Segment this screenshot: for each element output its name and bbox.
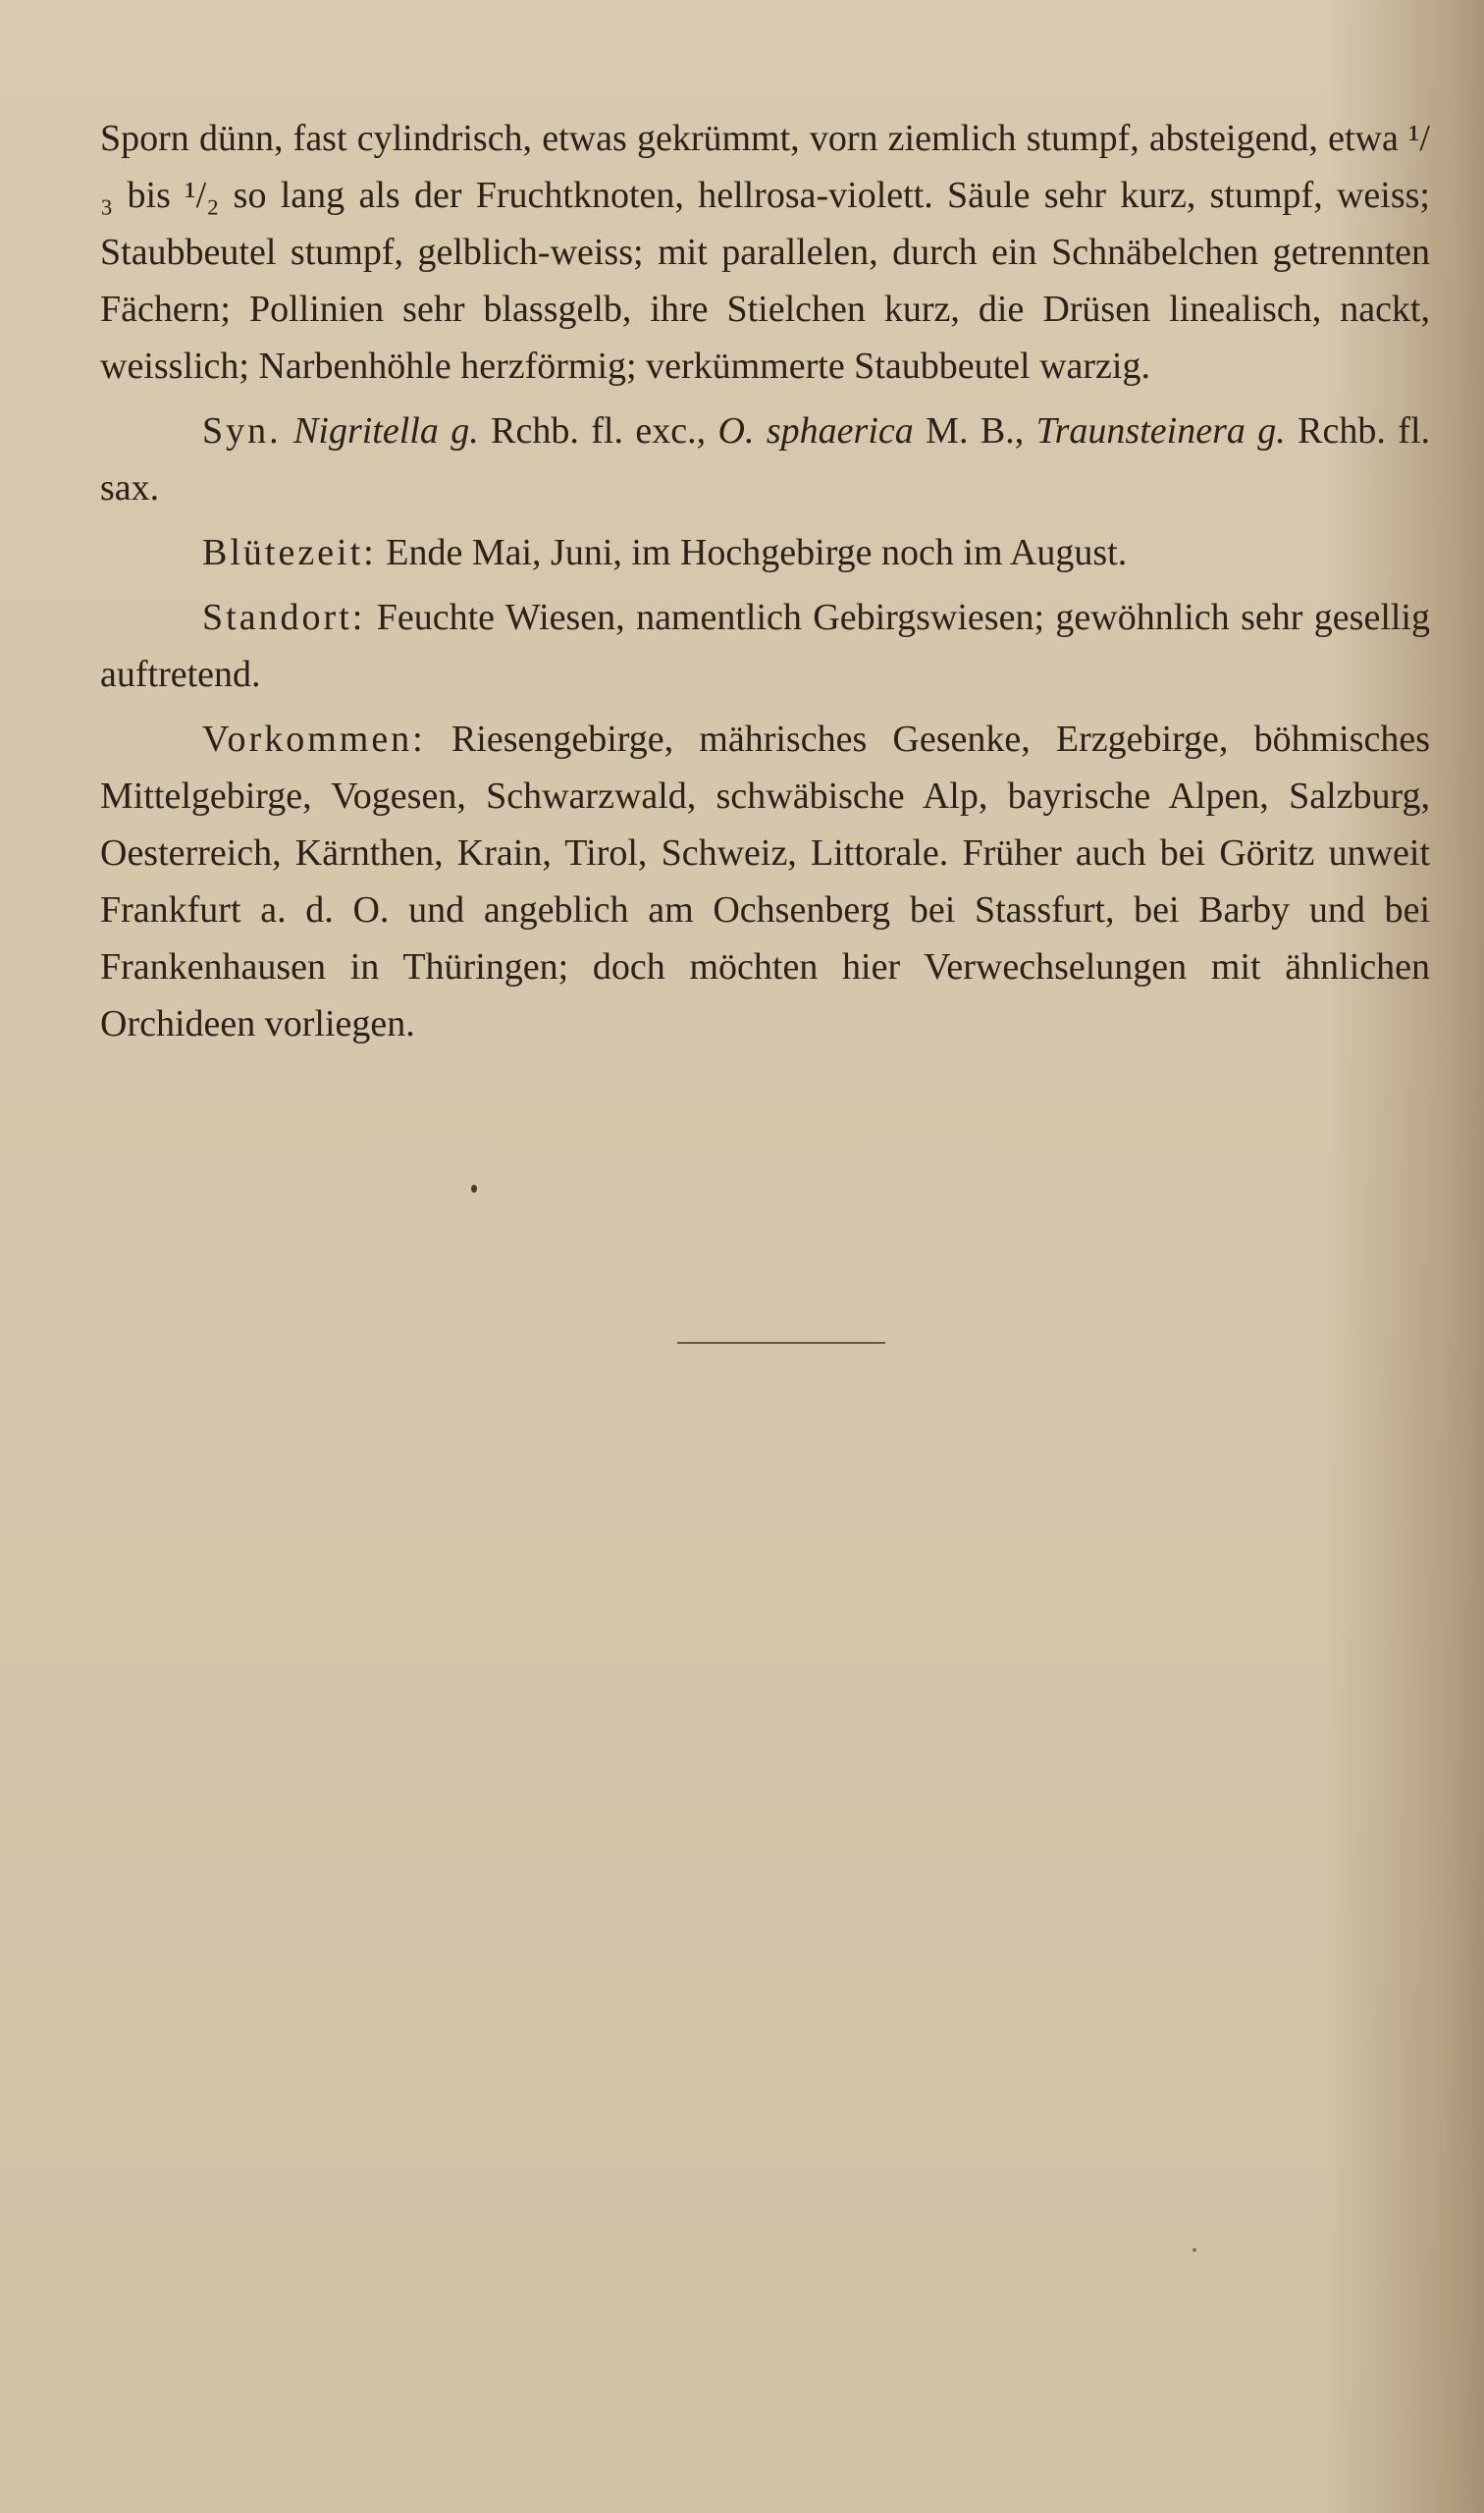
synonym-genus-abbr-1: g.: [450, 410, 479, 452]
section-divider: [677, 1342, 885, 1344]
synonym-genus-abbr-2: g.: [1257, 410, 1286, 452]
bluetezeit-label: Blütezeit:: [202, 532, 377, 573]
paragraph-bluetezeit: [100, 524, 1430, 581]
paragraph-standort: [100, 589, 1430, 703]
ink-speck: [471, 1185, 477, 1193]
synonym-author-2: M. B.,: [926, 410, 1025, 452]
synonym-name-3: Traunsteinera: [1035, 410, 1246, 452]
synonym-name-1: Nigritella: [293, 410, 439, 452]
synonym-author-3: Rchb. fl. sax.: [100, 410, 1431, 508]
synonyms-label: Syn.: [202, 410, 282, 452]
synonym-author-1: Rchb. fl. exc.,: [491, 410, 707, 452]
description-text: Sporn dünn, fast cylindrisch, etwas gekrümmt, vorn ziemlich stumpf, absteigend, etwa ¹/₃ bis ¹/₂ so lang als der Fruchtknoten, hellrosa-violett. Säule sehr kurz, stumpf, weiss; Staubbeutel stumpf, gelblich-weiss; mit parallelen, durch ein Schnäbelchen getrennten Fächern; Pollinien sehr blassgelb, ihre Stielchen kurz, die Drüsen linealisch, nackt, weisslich; Narbenhöhle herzförmig; verkümmerte Staubbeutel warzig.: [100, 118, 1430, 387]
paragraph-description: [100, 110, 1430, 395]
vorkommen-label: Vorkommen:: [202, 719, 426, 760]
standort-text: Feuchte Wiesen, namentlich Gebirgswiesen; gewöhnlich sehr gesellig auftretend.: [100, 597, 1430, 695]
synonym-name-2: O. sphaerica: [717, 410, 914, 452]
standort-label: Standort:: [202, 597, 366, 638]
text-block: [100, 110, 1430, 1060]
paragraph-synonyms: [100, 402, 1430, 516]
ink-speck: [1192, 2248, 1196, 2252]
vorkommen-text: Riesengebirge, mährisches Gesenke, Erzgebirge, böhmisches Mittelgebirge, Vogesen, Schwarzwald, schwäbische Alp, bayrische Alpen, Salzburg, Oesterreich, Kärnthen, Krain, Tirol, Schweiz, Littorale. Früher auch bei Göritz unweit Frankfurt a. d. O. und angeblich am Ochsenberg bei Stassfurt, bei Barby und bei Frankenhausen in Thüringen; doch möchten hier Verwechselungen mit ähnlichen Orchideen vorliegen.: [100, 719, 1431, 1044]
bluetezeit-text: Ende Mai, Juni, im Hochgebirge noch im August.: [386, 532, 1128, 573]
paragraph-vorkommen: [100, 711, 1430, 1052]
